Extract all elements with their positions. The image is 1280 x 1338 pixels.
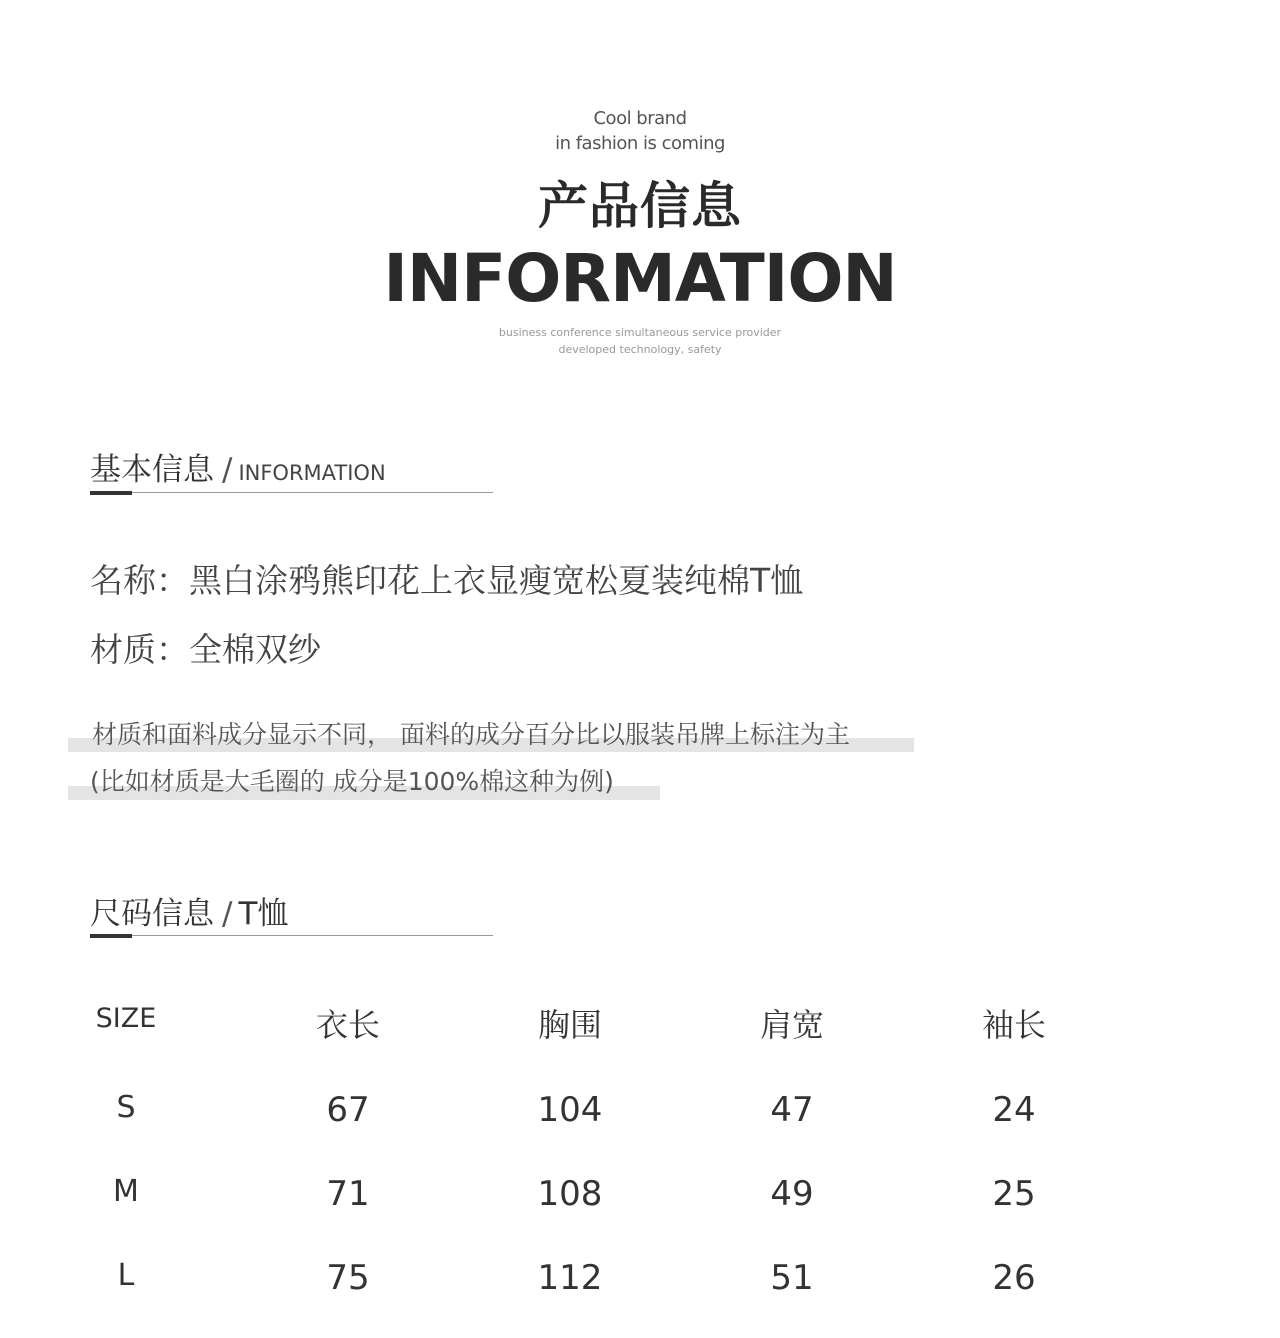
product-name-value: 黑白涂鸦熊印花上衣显瘦宽松夏装纯棉T恤 xyxy=(189,561,804,600)
tagline-line-1: Cool brand xyxy=(593,108,687,129)
subtitle-line-2: developed technology, safety xyxy=(558,343,722,356)
basic-info-subtitle: INFORMATION xyxy=(238,461,386,485)
size-row-l-sleeve: 26 xyxy=(992,1258,1036,1298)
size-row-s-length: 67 xyxy=(326,1090,370,1130)
size-info-divider-accent xyxy=(90,934,132,938)
size-row-l-length: 75 xyxy=(326,1258,370,1298)
size-row-m-chest: 108 xyxy=(537,1174,603,1214)
size-row-m-size: M xyxy=(113,1174,139,1209)
size-table-header-size: SIZE xyxy=(95,1003,157,1034)
size-table-header-length: 衣长 xyxy=(315,1006,380,1044)
page-title-cn: 产品信息 xyxy=(538,177,742,235)
size-row-m-sleeve: 25 xyxy=(992,1174,1036,1214)
size-info-slash: / xyxy=(222,896,233,932)
size-row-s-sleeve: 24 xyxy=(992,1090,1036,1130)
material-notice-line-2: (比如材质是大毛圈的 成分是100%棉这种为例) xyxy=(90,767,614,796)
size-row-m-shoulder: 49 xyxy=(770,1174,814,1214)
size-info-subtitle: T恤 xyxy=(238,896,289,932)
basic-info-slash: / xyxy=(222,452,233,488)
material-label: 材质： xyxy=(90,630,189,669)
size-info-title: 尺码信息 xyxy=(90,896,214,932)
material-row xyxy=(90,624,321,671)
basic-info-title: 基本信息 xyxy=(90,452,214,488)
size-row-l-size: L xyxy=(117,1258,135,1293)
size-row-m-length: 71 xyxy=(326,1174,370,1214)
material-value: 全棉双纱 xyxy=(189,630,321,669)
size-row-s-chest: 104 xyxy=(537,1090,603,1130)
basic-info-heading xyxy=(90,444,386,489)
basic-info-divider-accent xyxy=(90,491,132,495)
material-notice-line-1: 材质和面料成分显示不同， 面料的成分百分比以服装吊牌上标注为主 xyxy=(92,720,850,749)
size-row-s-shoulder: 47 xyxy=(770,1090,814,1130)
basic-info-divider xyxy=(90,492,493,493)
size-table-header-sleeve: 袖长 xyxy=(981,1006,1046,1044)
product-name-row xyxy=(90,555,803,602)
product-name-label: 名称： xyxy=(90,561,189,600)
size-table-header-shoulder: 肩宽 xyxy=(759,1006,824,1044)
size-info-divider xyxy=(90,935,493,936)
page-title-en: INFORMATION xyxy=(383,240,897,317)
size-table-header-chest: 胸围 xyxy=(537,1006,602,1044)
size-row-s-size: S xyxy=(116,1090,136,1125)
size-row-l-chest: 112 xyxy=(537,1258,603,1298)
subtitle-line-1: business conference simultaneous service provider xyxy=(498,326,782,339)
tagline-line-2: in fashion is coming xyxy=(555,133,725,154)
size-info-heading xyxy=(90,888,288,933)
size-row-l-shoulder: 51 xyxy=(770,1258,814,1298)
